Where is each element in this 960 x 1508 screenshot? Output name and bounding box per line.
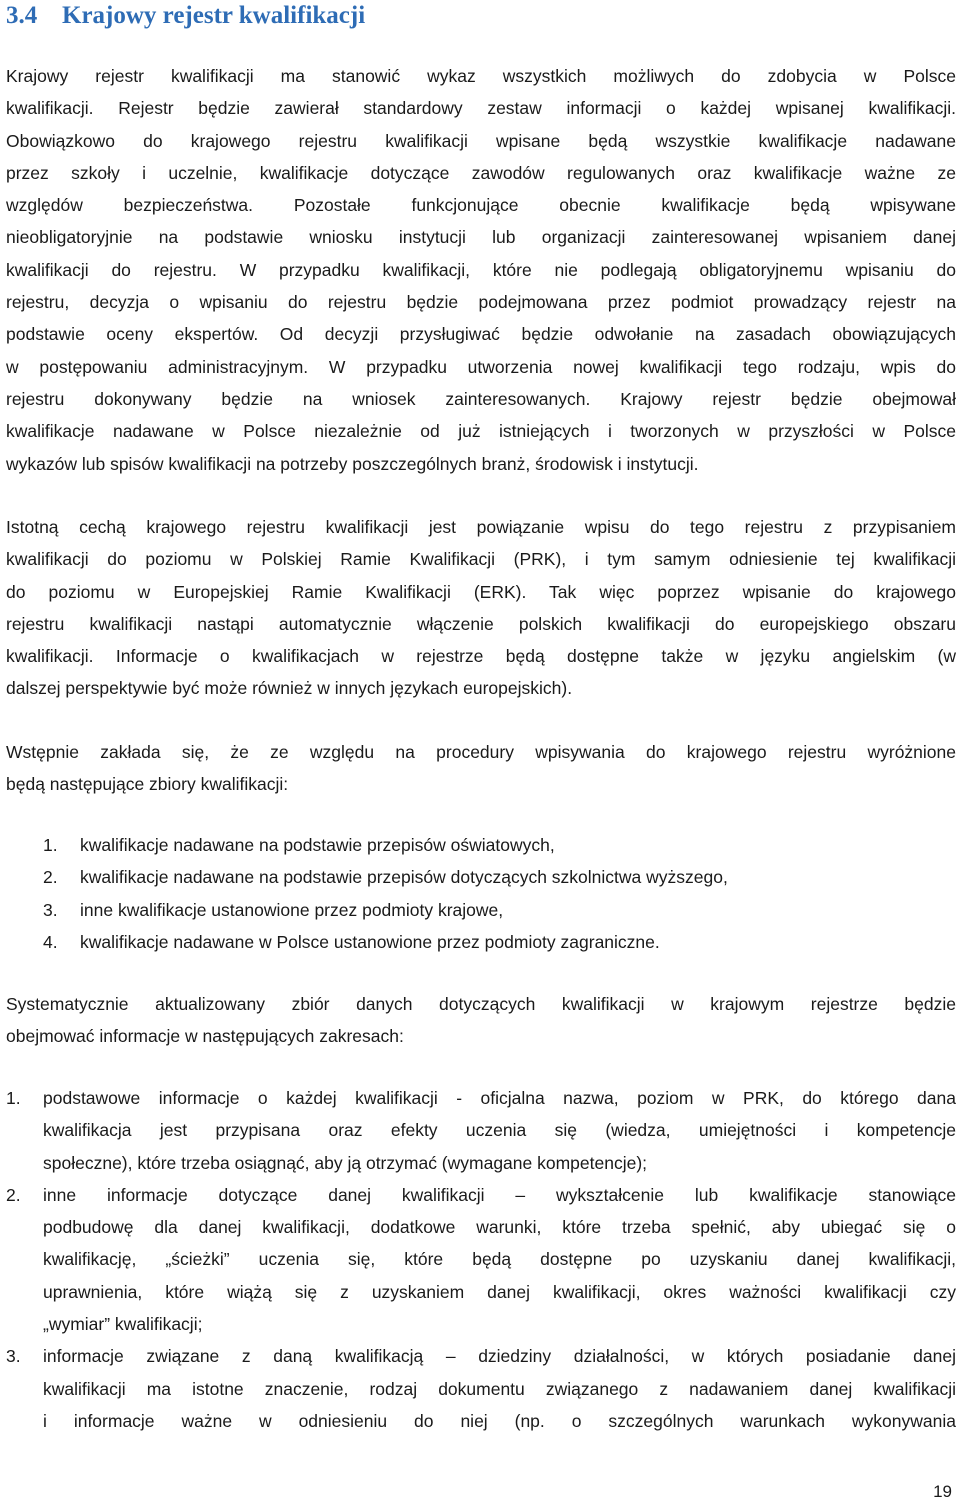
text-line: rejestru kwalifikacji nastąpi automatycznie włączenie polskich kwalifikacji do europejskiego obszaru (6, 613, 956, 634)
qualification-collections-list (6, 829, 956, 958)
paragraph-registry-overview (6, 60, 956, 480)
text-line: wykazów lub spisów kwalifikacji na potrzeby poszczególnych branż, środowisk i instytucji. (6, 453, 699, 474)
paragraph-prk-link (6, 511, 956, 705)
text-line: przez szkoły i uczelnie, kwalifikacje dotyczące zawodów regulowanych oraz kwalifikacje ważne ze (6, 162, 956, 183)
text-line: Systematycznie aktualizowany zbiór danych dotyczących kwalifikacji w krajowym rejestrze będzie (6, 994, 956, 1014)
section-title: Krajowy rejestr kwalifikacji (62, 2, 366, 29)
list-item-number: 1. (43, 835, 58, 855)
text-line: podstawowe informacje o każdej kwalifikacji - oficjalna nazwa, poziom w PRK, do którego dana (43, 1088, 956, 1108)
text-line: kwalifikacji. Rejestr będzie zawierał standardowy zestaw informacji o każdej wpisanej kwalifikacji. (6, 98, 956, 119)
data-scope-list (6, 1082, 956, 1437)
text-line: uprawnienia, które wiążą się z uzyskaniem danej kwalifikacji, okres ważności kwalifikacji czy (43, 1281, 956, 1302)
paragraph-collections-intro (6, 736, 956, 801)
list-item-text: kwalifikacje nadawane na podstawie przepisów oświatowych, (80, 835, 555, 855)
text-line: kwalifikacji ma istotne znaczenie, rodzaj dokumentu związanego z nadawaniem danej kwalifikacji (43, 1378, 956, 1399)
section-number: 3.4 (6, 2, 38, 29)
list-item-text: kwalifikacje nadawane na podstawie przepisów dotyczących szkolnictwa wyższego, (80, 867, 728, 888)
text-line: kwalifikacji. Informacje o kwalifikacjach w rejestrze będą dostępne także w języku angielskim (w (6, 646, 956, 667)
page-number: 19 (933, 1482, 952, 1501)
paragraph-data-scope-intro (6, 988, 956, 1053)
list-item (6, 894, 956, 926)
list-item-number: 2. (43, 867, 58, 888)
text-line: Obowiązkowo do krajowego rejestru kwalifikacji wpisane będą wszystkie kwalifikacje nadawane (6, 130, 956, 151)
text-line: społeczne), które trzeba osiągnąć, aby ją otrzymać (wymagane kompetencje); (43, 1152, 648, 1173)
text-line: nieobligatoryjnie na podstawie wniosku instytucji lub organizacji zainteresowanej wpisaniem danej (6, 227, 956, 248)
text-line: rejestru dokonywany będzie na wniosek zainteresowanych. Krajowy rejestr będzie obejmował (6, 388, 956, 409)
list-item-text: kwalifikacje nadawane w Polsce ustanowione przez podmioty zagraniczne. (80, 931, 660, 952)
list-item-number: 2. (6, 1184, 21, 1205)
text-line: kwalifikacji do poziomu w Polskiej Ramie Kwalifikacji (PRK), i tym samym odniesienie tej kwalifikacji (6, 549, 956, 570)
list-item-number: 3. (6, 1346, 21, 1367)
list-item (6, 861, 956, 893)
text-line: „wymiar” kwalifikacji; (43, 1314, 203, 1335)
text-line: w postępowaniu administracyjnym. W przypadku utworzenia nowej kwalifikacji tego rodzaju, wpis do (6, 356, 956, 377)
text-line: będą następujące zbiory kwalifikacji: (6, 774, 289, 795)
list-item (6, 1179, 956, 1340)
text-line: kwalifikacja jest przypisana oraz efekty uczenia się (wiedza, umiejętności i kompetencje (43, 1120, 956, 1141)
list-item (6, 1340, 956, 1437)
list-item-number: 1. (6, 1088, 21, 1108)
text-line: Wstępnie zakłada się, że ze względu na procedury wpisywania do krajowego rejestru wyróżnione (6, 742, 956, 762)
list-item-number: 3. (43, 899, 58, 920)
text-line: podstawie oceny ekspertów. Od decyzji przysługiwać będzie odwołanie na zasadach obowiązujących (6, 324, 956, 345)
text-line: obejmować informacje w następujących zakresach: (6, 1026, 404, 1047)
text-line: dalszej perspektywie być może również w innych językach europejskich). (6, 678, 573, 699)
list-item (6, 829, 956, 861)
text-line: rejestru, decyzja o wpisaniu do rejestru będzie podejmowana przez podmiot prowadzący rejestr na (6, 292, 956, 313)
text-line: kwalifikację, „ścieżki” uczenia się, które będą dostępne po uzyskaniu danej kwalifikacji, (43, 1249, 956, 1270)
section-heading (6, 0, 956, 32)
list-item-number: 4. (43, 931, 58, 952)
text-line: i informacje ważne w odniesieniu do niej (np. o szczególnych warunkach wykonywania (43, 1410, 956, 1431)
text-line: informacje związane z daną kwalifikacją – dziedziny działalności, w których posiadanie danej (43, 1346, 956, 1367)
text-line: podbudowę dla danej kwalifikacji, dodatkowe warunki, które trzeba spełnić, aby ubiegać się o (43, 1217, 956, 1238)
list-item (6, 926, 956, 958)
text-line: względów bezpieczeństwa. Pozostałe funkcjonujące obecnie kwalifikacje będą wpisywane (6, 195, 956, 216)
text-line: inne informacje dotyczące danej kwalifikacji – wykształcenie lub kwalifikacje stanowiące (43, 1184, 956, 1205)
text-line: Istotną cechą krajowego rejestru kwalifikacji jest powiązanie wpisu do tego rejestru z przypisaniem (6, 517, 956, 537)
text-line: kwalifikacje nadawane w Polsce niezależnie od już istniejących i tworzonych w przyszłości w Polsce (6, 421, 956, 442)
text-line: Krajowy rejestr kwalifikacji ma stanowić wykaz wszystkich możliwych do zdobycia w Polsce (6, 66, 956, 86)
text-line: do poziomu w Europejskiej Ramie Kwalifikacji (ERK). Tak więc poprzez wpisanie do krajowego (6, 581, 956, 602)
list-item-text: inne kwalifikacje ustanowione przez podmioty krajowe, (80, 899, 504, 920)
list-item (6, 1082, 956, 1179)
text-line: kwalifikacji do rejestru. W przypadku kwalifikacji, które nie podlegają obligatoryjnemu wpisaniu do (6, 259, 956, 280)
